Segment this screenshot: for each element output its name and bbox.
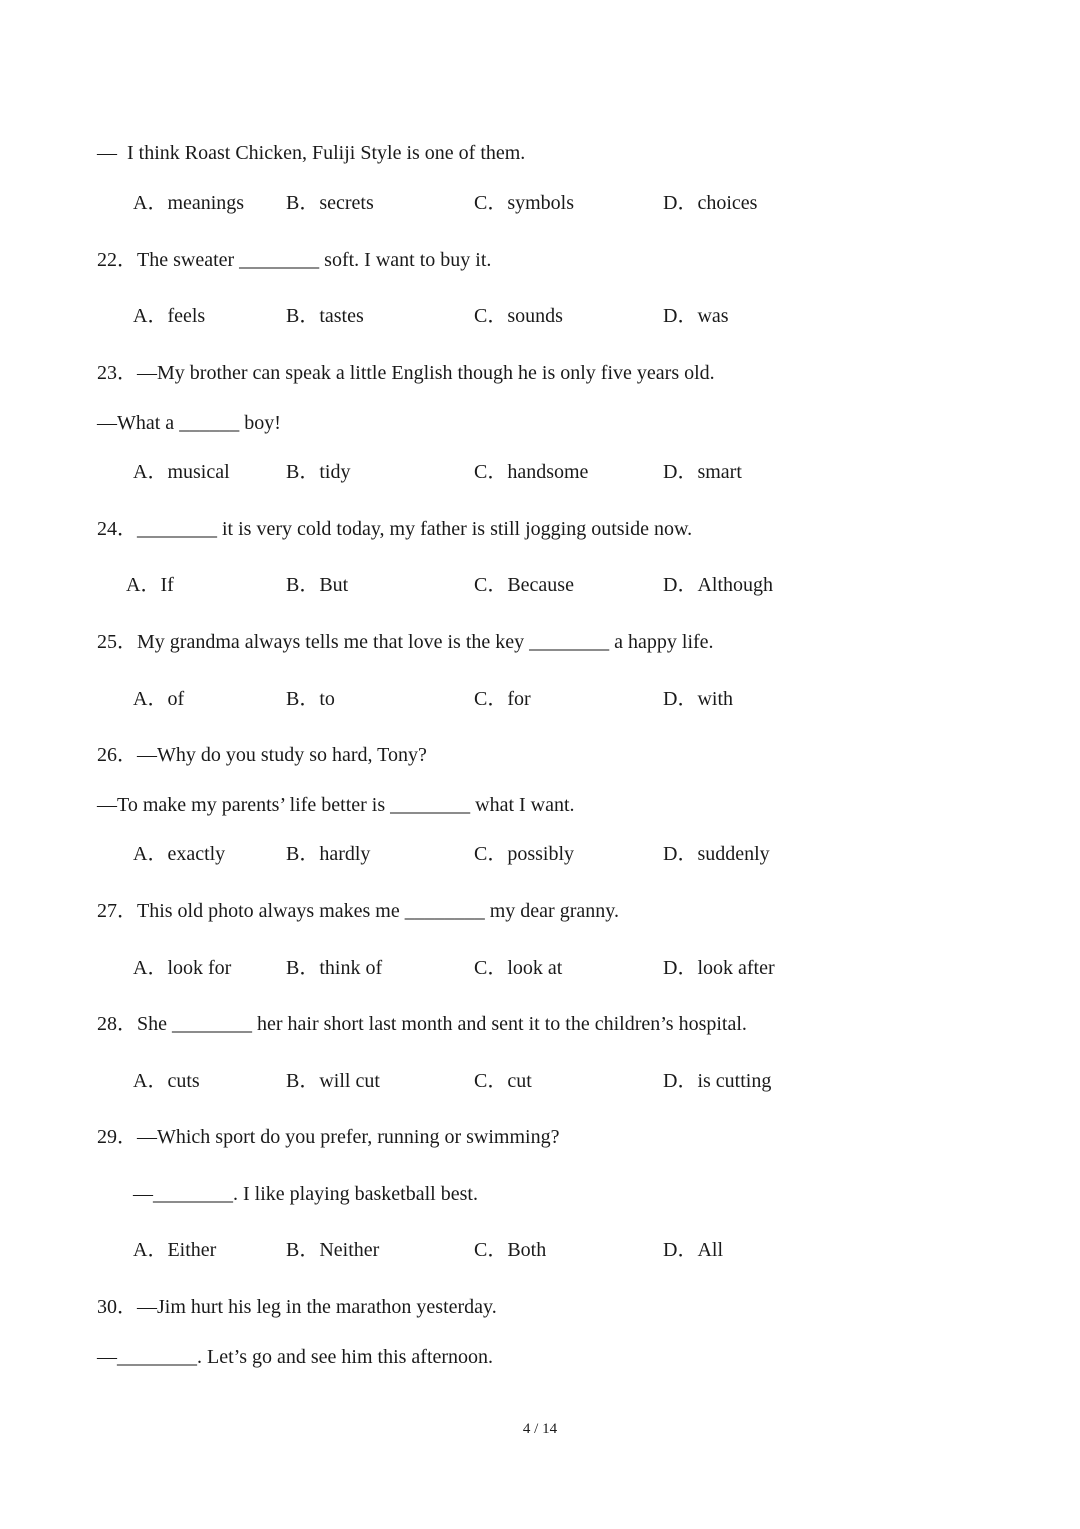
q21-option-d: D．choices [663,192,758,214]
q25-option-b: B．to [286,688,335,710]
question-21-dialogue-line: — I think Roast Chicken, Fuliji Style is one of them. [97,142,526,164]
q29-option-b: B．Neither [286,1239,380,1261]
q26-option-a: A．exactly [133,843,226,865]
q24-option-b: B．But [286,574,349,596]
q28-option-c: C．cut [474,1070,532,1092]
q26-option-b: B．hardly [286,843,371,865]
q21-option-a: A．meanings [133,192,245,214]
question-23-stem: 23．—My brother can speak a little English though he is only five years old. [97,362,715,384]
question-28-stem: 28．She ________ her hair short last month and sent it to the children’s hospital. [97,1013,747,1035]
q27-option-c: C．look at [474,957,563,979]
q29-option-a: A．Either [133,1239,217,1261]
page-number: 4 / 14 [522,1421,558,1437]
q22-option-b: B．tastes [286,305,364,327]
q22-option-d: D．was [663,305,729,327]
q28-option-d: D．is cutting [663,1070,772,1092]
question-30-stem: 30．—Jim hurt his leg in the marathon yesterday. [97,1296,497,1318]
question-27-stem: 27．This old photo always makes me ________ my dear granny. [97,900,619,922]
question-26-reply: —To make my parents’ life better is ________ what I want. [97,794,575,816]
q24-option-c: C．Because [474,574,574,596]
question-23-reply: —What a ______ boy! [97,412,281,434]
q24-option-a: A．If [126,574,174,596]
q23-option-c: C．handsome [474,461,589,483]
q22-option-a: A．feels [133,305,206,327]
q25-option-c: C．for [474,688,531,710]
q28-option-a: A．cuts [133,1070,200,1092]
q23-option-d: D．smart [663,461,742,483]
q21-option-c: C．symbols [474,192,575,214]
q25-option-d: D．with [663,688,733,710]
q28-option-b: B．will cut [286,1070,380,1092]
q25-option-a: A．of [133,688,185,710]
q29-option-d: D．All [663,1239,723,1261]
q27-option-b: B．think of [286,957,383,979]
q23-option-b: B．tidy [286,461,351,483]
question-22-stem: 22．The sweater ________ soft. I want to buy it. [97,249,492,271]
q27-option-a: A．look for [133,957,232,979]
q21-option-b: B．secrets [286,192,374,214]
q26-option-d: D．suddenly [663,843,770,865]
question-29-stem: 29．—Which sport do you prefer, running or swimming? [97,1126,560,1148]
q22-option-c: C．sounds [474,305,563,327]
q27-option-d: D．look after [663,957,775,979]
q26-option-c: C．possibly [474,843,575,865]
q29-option-c: C．Both [474,1239,547,1261]
question-30-reply: —________. Let’s go and see him this afternoon. [97,1346,494,1368]
question-29-reply: —________. I like playing basketball best. [133,1183,478,1205]
q24-option-d: D．Although [663,574,773,596]
question-26-stem: 26．—Why do you study so hard, Tony? [97,744,427,766]
question-25-stem: 25．My grandma always tells me that love is the key ________ a happy life. [97,631,714,653]
q23-option-a: A．musical [133,461,230,483]
question-24-stem: 24．________ it is very cold today, my father is still jogging outside now. [97,518,693,540]
